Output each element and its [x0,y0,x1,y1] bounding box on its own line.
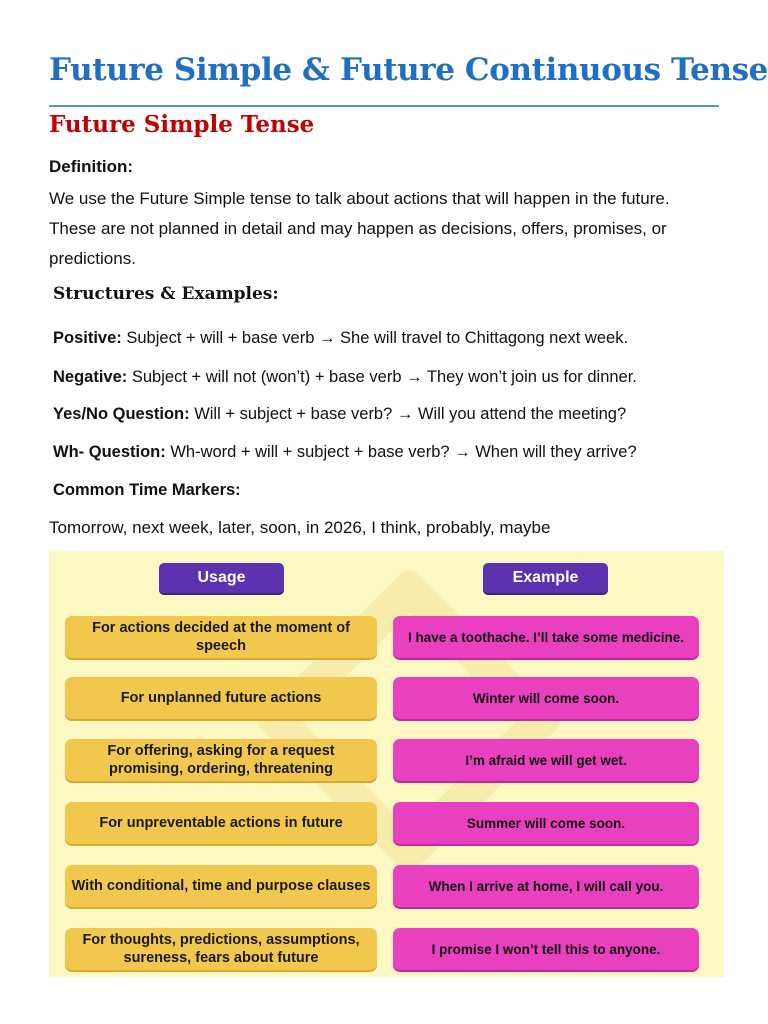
usage-box: For unplanned future actions [65,677,377,719]
rule-label: Negative: [53,368,128,386]
time-markers-label: Common Time Markers: [53,481,241,499]
usage-box: With conditional, time and purpose clauses [65,865,377,907]
rule-positive [53,329,628,348]
structures-heading: Structures & Examples: [53,284,279,304]
title-divider [49,105,719,107]
rule-label: Positive: [53,329,122,347]
example-box: When I arrive at home, I will call you. [393,865,699,907]
example-box: I have a toothache. I’ll take some medicine. [393,616,699,658]
usage-header: Usage [159,563,284,593]
rule-negative [53,368,637,387]
section-heading: Future Simple Tense [49,111,315,138]
example-box: Summer will come soon. [393,802,699,844]
usage-box: For thoughts, predictions, assumptions, sureness, fears about future [65,928,377,970]
time-markers-body: Tomorrow, next week, later, soon, in 2026, I think, probably, maybe [49,518,551,537]
usage-box: For actions decided at the moment of speech [65,616,377,658]
rule-text: Subject + will + base verb → She will travel to Chittagong next week. [121,329,629,347]
rule-yes-no-question [53,405,626,424]
rule-text: Subject + will not (won’t) + base verb → They won’t join us for dinner. [127,368,637,386]
rule-text: Will + subject + base verb? → Will you attend the meeting? [189,405,627,423]
rule-label: Wh- Question: [53,443,166,461]
definition-label: Definition: [49,157,134,176]
definition-body: We use the Future Simple tense to talk about actions that will happen in the future. These are not planned in detail and may happen as decisions, offers, promises, or predictions. [49,189,670,268]
example-header: Example [483,563,608,593]
usage-example-infographic [49,551,724,977]
rule-label: Yes/No Question: [53,405,190,423]
example-box: Winter will come soon. [393,677,699,719]
rule-wh-question [53,443,637,462]
usage-box: For unpreventable actions in future [65,802,377,844]
rule-text: Wh-word + will + subject + base verb? → When will they arrive? [165,443,637,461]
page-title: Future Simple & Future Continuous Tense [49,52,768,88]
usage-box: For offering, asking for a request promising, ordering, threatening [65,739,377,781]
example-box: I’m afraid we will get wet. [393,739,699,781]
example-box: I promise I won’t tell this to anyone. [393,928,699,970]
